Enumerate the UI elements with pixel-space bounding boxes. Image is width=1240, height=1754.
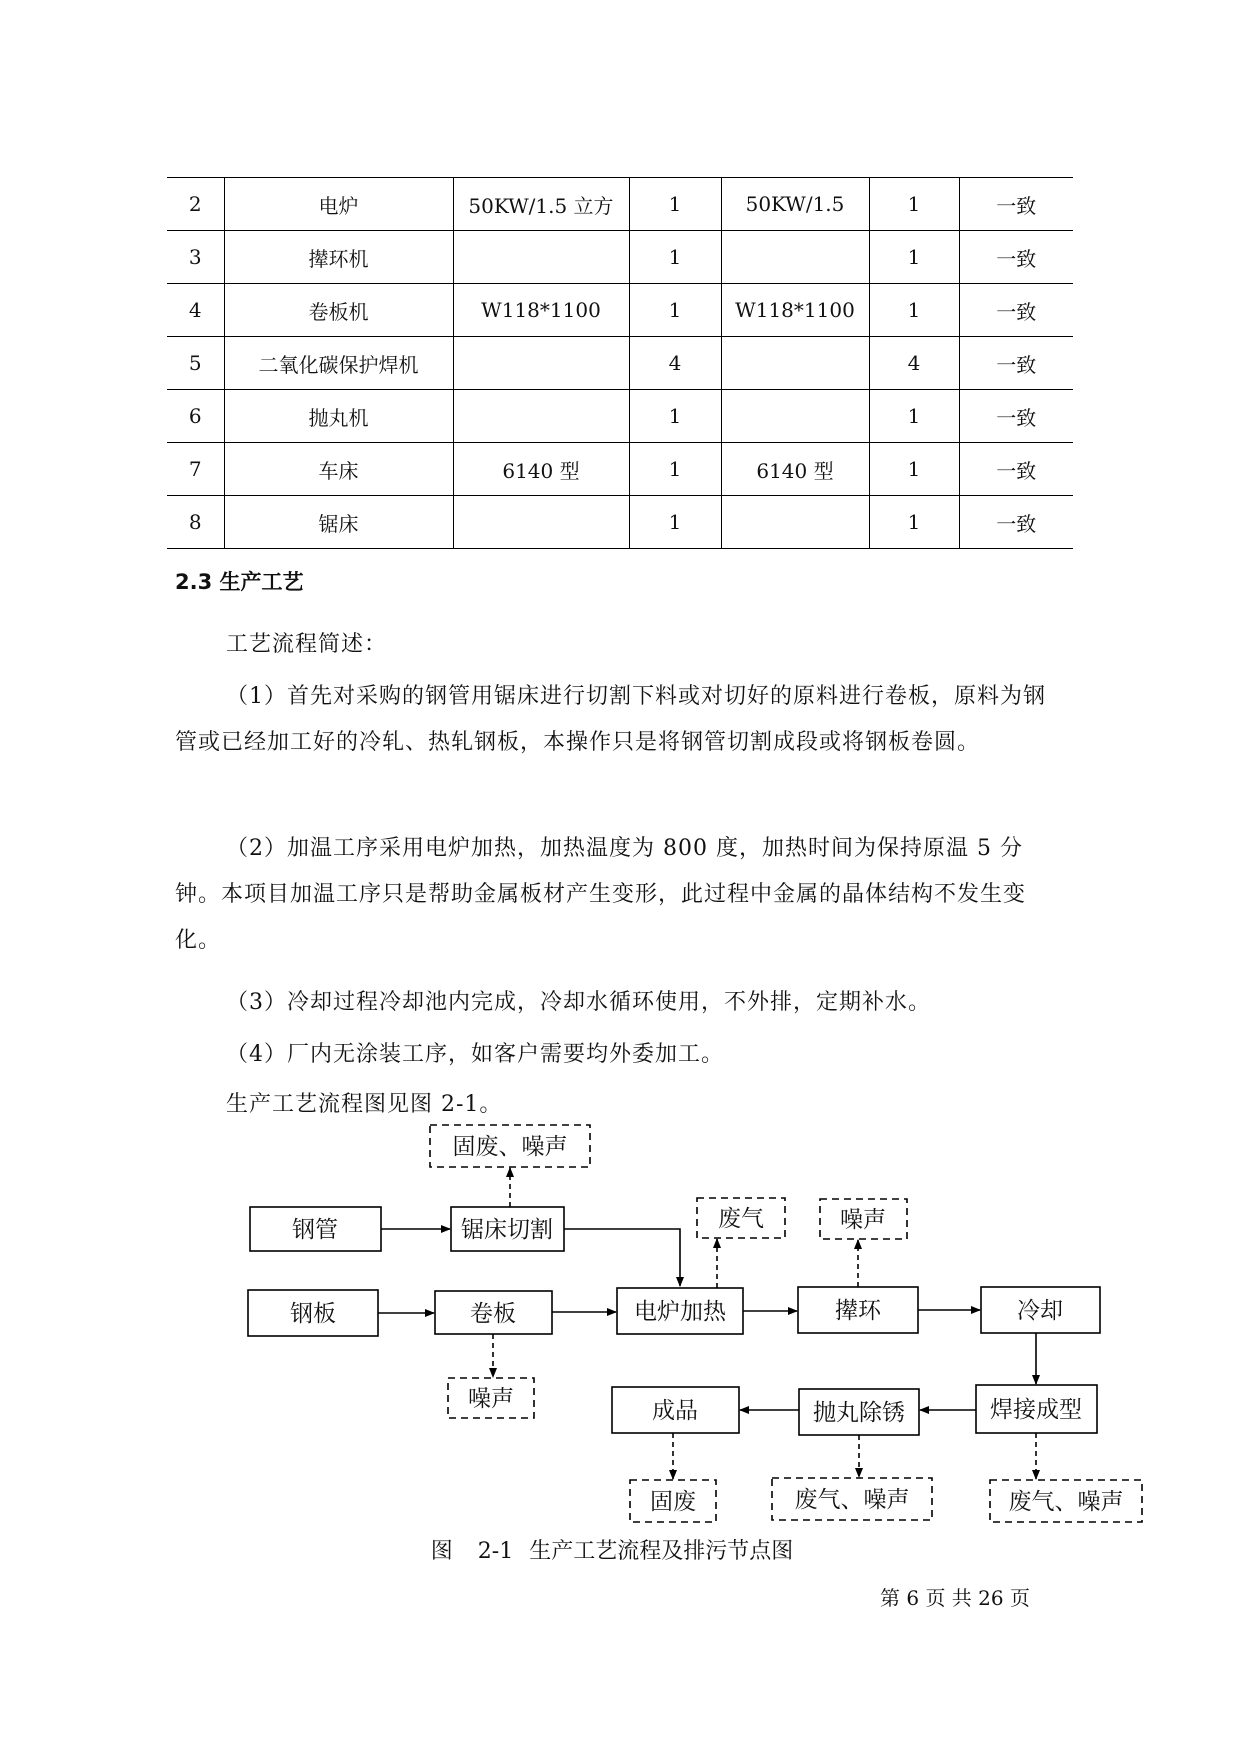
cell-name: 卷板机 <box>224 284 453 337</box>
figure-caption <box>0 1534 1240 1565</box>
box-furnace-output <box>697 1198 785 1238</box>
box-steel-plate <box>248 1290 378 1336</box>
arrow-saw-to-furnace <box>564 1229 680 1286</box>
cell-note: 一致 <box>959 496 1073 549</box>
cell-qty-actual: 1 <box>869 231 959 284</box>
box-steel-pipe-label: 钢管 <box>292 1217 338 1243</box>
paragraph-3: （3）冷却过程冷却池内完成，冷却水循环使用，不外排，定期补水。 <box>226 990 931 1015</box>
box-product-output <box>630 1480 716 1522</box>
cell-spec-env: 50KW/1.5 立方 <box>453 178 629 231</box>
box-saw-cut-label: 锯床切割 <box>461 1217 553 1243</box>
box-ring-rolling <box>798 1287 918 1333</box>
cell-no: 6 <box>167 390 224 443</box>
cell-note: 一致 <box>959 443 1073 496</box>
cell-note: 一致 <box>959 231 1073 284</box>
box-welding-output-label: 废气、噪声 <box>1008 1489 1124 1515</box>
box-rolling-label: 卷板 <box>470 1301 516 1327</box>
box-ring-output-label: 噪声 <box>840 1207 886 1233</box>
box-cooling-label: 冷却 <box>1017 1298 1063 1324</box>
cell-no: 2 <box>167 178 224 231</box>
cell-qty-actual: 1 <box>869 284 959 337</box>
page-footer: 第 6 页 共 26 页 <box>880 1586 1030 1610</box>
cell-qty-actual: 1 <box>869 496 959 549</box>
cell-qty-actual: 1 <box>869 443 959 496</box>
box-furnace-label: 电炉加热 <box>634 1299 726 1325</box>
section-title: 2.3 生产工艺 <box>175 570 304 594</box>
see-figure-text: 生产工艺流程图见图 2-1。 <box>226 1092 503 1117</box>
cell-qty-actual: 1 <box>869 178 959 231</box>
box-shot-blast <box>799 1389 919 1435</box>
box-saw-output <box>430 1125 590 1167</box>
cell-no: 3 <box>167 231 224 284</box>
figure-caption-title: 生产工艺流程及排污节点图 <box>529 1539 794 1564</box>
box-product-output-label: 固废 <box>650 1489 696 1515</box>
cell-name: 锯床 <box>224 496 453 549</box>
cell-note: 一致 <box>959 284 1073 337</box>
cell-spec-env: W118*1100 <box>453 284 629 337</box>
cell-no: 8 <box>167 496 224 549</box>
box-product <box>612 1387 739 1433</box>
box-furnace-output-label: 废气 <box>718 1206 764 1232</box>
cell-qty-env: 1 <box>629 178 721 231</box>
cell-spec-env: 6140 型 <box>453 443 629 496</box>
box-shot-output <box>772 1478 932 1520</box>
cell-qty-env: 1 <box>629 443 721 496</box>
cell-name: 撵环机 <box>224 231 453 284</box>
paragraph-2: （2）加温工序采用电炉加热，加热温度为 800 度，加热时间为保持原温 5 分钟。本项目加温工序只是帮助金属板材产生变形，此过程中金属的晶体结构不发生变化。 <box>175 836 1027 953</box>
box-ring-output <box>820 1199 907 1239</box>
box-rolling-output <box>448 1378 534 1418</box>
box-product-label: 成品 <box>652 1398 698 1424</box>
box-shot-blast-label: 抛丸除锈 <box>813 1400 905 1426</box>
cell-name: 车床 <box>224 443 453 496</box>
box-welding-label: 焊接成型 <box>990 1397 1082 1423</box>
cell-note: 一致 <box>959 337 1073 390</box>
box-saw-output-label: 固废、噪声 <box>452 1134 568 1160</box>
figure-caption-label: 图 2-1 <box>430 1539 514 1564</box>
box-rolling <box>435 1291 552 1334</box>
box-furnace <box>617 1288 743 1334</box>
box-ring-rolling-label: 撵环 <box>835 1298 881 1324</box>
cell-qty-env: 1 <box>629 496 721 549</box>
cell-qty-actual: 1 <box>869 390 959 443</box>
cell-spec-actual: 50KW/1.5 <box>721 178 869 231</box>
cell-qty-env: 4 <box>629 337 721 390</box>
box-shot-output-label: 废气、噪声 <box>794 1487 910 1513</box>
cell-no: 4 <box>167 284 224 337</box>
cell-qty-env: 1 <box>629 390 721 443</box>
paragraph-1: （1）首先对采购的钢管用锯床进行切割下料或对切好的原料进行卷板，原料为钢管或已经加工好的冷轧、热轧钢板，本操作只是将钢管切割成段或将钢板卷圆。 <box>175 684 1046 755</box>
box-welding <box>976 1385 1097 1433</box>
cell-no: 7 <box>167 443 224 496</box>
box-steel-pipe <box>250 1207 381 1251</box>
cell-no: 5 <box>167 337 224 390</box>
box-welding-output <box>990 1480 1142 1522</box>
box-saw-cut <box>451 1207 564 1251</box>
cell-note: 一致 <box>959 178 1073 231</box>
cell-qty-actual: 4 <box>869 337 959 390</box>
box-rolling-output-label: 噪声 <box>468 1386 514 1412</box>
cell-note: 一致 <box>959 390 1073 443</box>
box-steel-plate-label: 钢板 <box>290 1301 336 1327</box>
cell-spec-actual: W118*1100 <box>721 284 869 337</box>
cell-name: 二氧化碳保护焊机 <box>224 337 453 390</box>
cell-name: 抛丸机 <box>224 390 453 443</box>
cell-qty-env: 1 <box>629 231 721 284</box>
cell-spec-actual: 6140 型 <box>721 443 869 496</box>
box-cooling <box>981 1287 1100 1333</box>
cell-qty-env: 1 <box>629 284 721 337</box>
paragraph-4: （4）厂内无涂装工序，如客户需要均外委加工。 <box>226 1042 724 1067</box>
cell-name: 电炉 <box>224 178 453 231</box>
flow-intro: 工艺流程简述： <box>226 632 388 657</box>
